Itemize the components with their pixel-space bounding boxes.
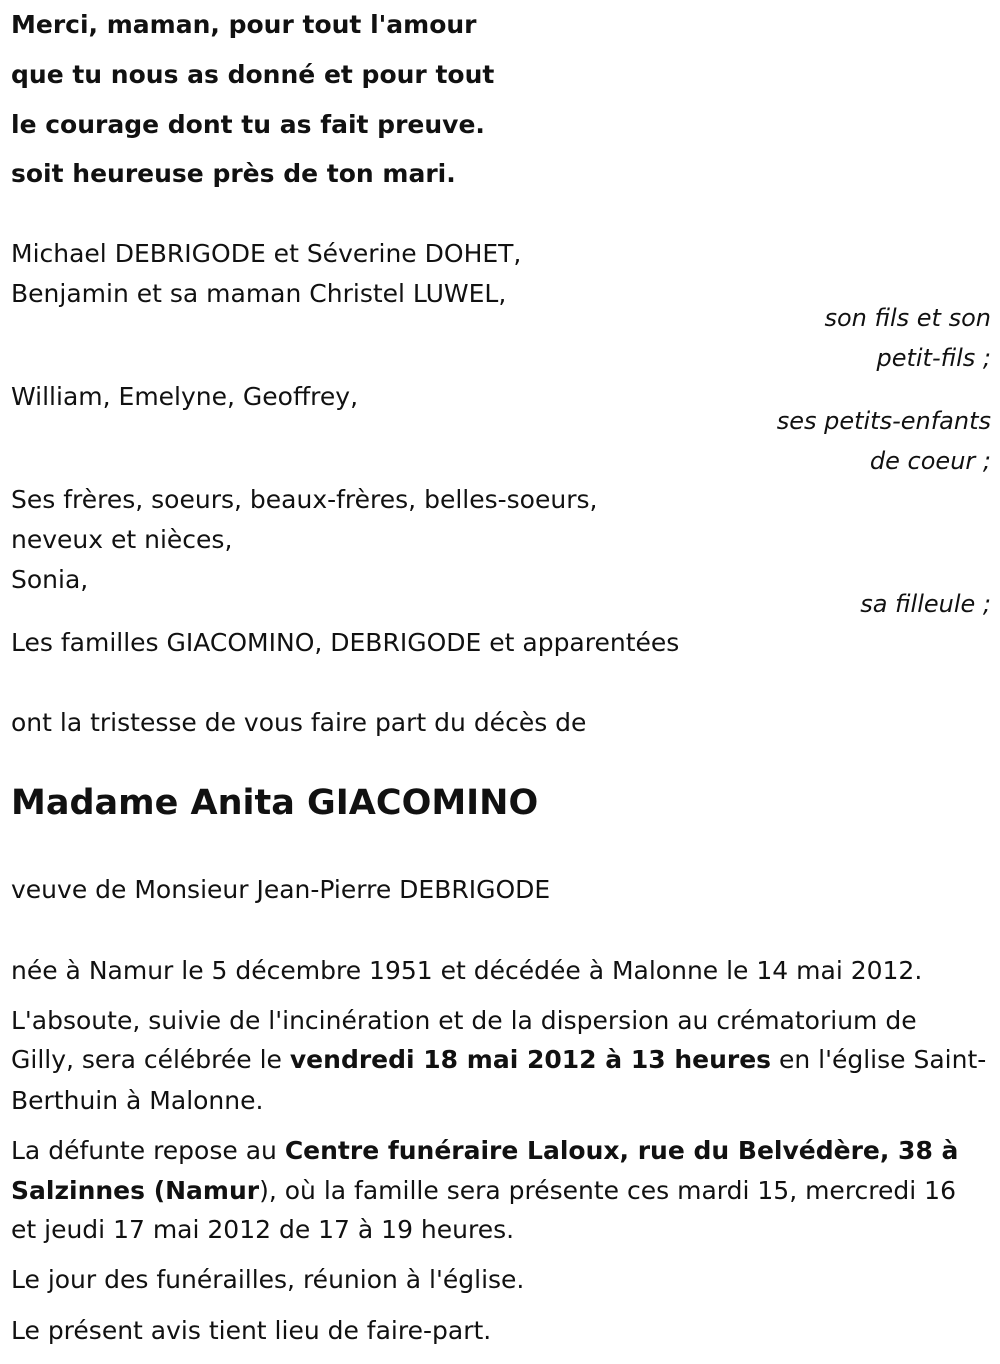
ceremony-line-2-pre: Gilly, sera célébrée le bbox=[11, 1045, 290, 1074]
ceremony-line-2 bbox=[11, 1047, 986, 1072]
son-relation-line-2: petit-fils ; bbox=[876, 344, 991, 372]
ceremony-line-1: L'absoute, suivie de l'incinération et de la dispersion au crématorium de bbox=[11, 1006, 917, 1035]
siblings-line-1: Ses frères, soeurs, beaux-frères, belles-soeurs, bbox=[11, 485, 598, 514]
repose-line-2 bbox=[11, 1178, 956, 1203]
grandchildren-relation-line-1: ses petits-enfants bbox=[776, 407, 991, 435]
goddaughter-relation: sa filleule ; bbox=[860, 590, 991, 618]
goddaughter-line: Sonia, bbox=[11, 565, 89, 594]
son-relation-line-1: son fils et son bbox=[824, 304, 991, 332]
funeral-meeting-line: Le jour des funérailles, réunion à l'église. bbox=[11, 1265, 525, 1294]
siblings-line-2: neveux et nièces, bbox=[11, 525, 233, 554]
poem-line-3: le courage dont tu as fait preuve. bbox=[11, 110, 485, 139]
deceased-name: Madame Anita GIACOMINO bbox=[11, 783, 539, 823]
repose-location: Centre funéraire Laloux, rue du Belvédère, 38 à bbox=[284, 1136, 959, 1165]
poem-line-4: soit heureuse près de ton mari. bbox=[11, 159, 456, 188]
widow-of-line: veuve de Monsieur Jean-Pierre DEBRIGODE bbox=[11, 875, 551, 904]
notice-line: Le présent avis tient lieu de faire-part. bbox=[11, 1316, 492, 1345]
son-line-2: Benjamin et sa maman Christel LUWEL, bbox=[11, 279, 507, 308]
poem-line-1: Merci, maman, pour tout l'amour bbox=[11, 10, 477, 39]
repose-line-1 bbox=[11, 1138, 958, 1163]
grandchildren-relation-line-2: de coeur ; bbox=[869, 447, 991, 475]
announcement-line: ont la tristesse de vous faire part du décès de bbox=[11, 708, 587, 737]
poem-line-2: que tu nous as donné et pour tout bbox=[11, 60, 495, 89]
families-line: Les familles GIACOMINO, DEBRIGODE et apparentées bbox=[11, 628, 680, 657]
ceremony-date: vendredi 18 mai 2012 à 13 heures bbox=[289, 1045, 772, 1074]
grandchildren-line: William, Emelyne, Geoffrey, bbox=[11, 382, 359, 411]
repose-line-1-pre: La défunte repose au bbox=[11, 1136, 285, 1165]
repose-line-2-post: ), où la famille sera présente ces mardi 15, mercredi 16 bbox=[259, 1176, 956, 1205]
ceremony-line-3: Berthuin à Malonne. bbox=[11, 1086, 264, 1115]
ceremony-line-2-post: en l'église Saint- bbox=[771, 1045, 987, 1074]
son-line-1: Michael DEBRIGODE et Séverine DOHET, bbox=[11, 239, 522, 268]
birth-death-line: née à Namur le 5 décembre 1951 et décédée à Malonne le 14 mai 2012. bbox=[11, 956, 923, 985]
repose-location-cont: Salzinnes (Namur bbox=[11, 1176, 260, 1205]
repose-line-3: et jeudi 17 mai 2012 de 17 à 19 heures. bbox=[11, 1215, 515, 1244]
